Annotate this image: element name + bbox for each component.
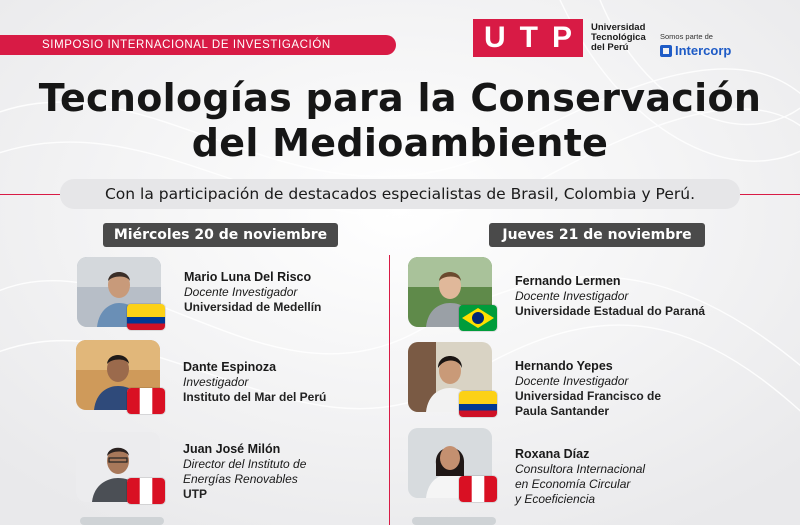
speaker-card xyxy=(183,360,403,405)
speaker-institution: Universidade Estadual do Paraná xyxy=(515,304,706,318)
day-label-right: Jueves 21 de noviembre xyxy=(489,223,705,247)
speaker-photo xyxy=(412,517,496,525)
intercorp-square-icon xyxy=(660,45,672,57)
page-title xyxy=(0,76,800,166)
speaker-name: Juan José Milón xyxy=(183,442,281,456)
title-line-1: Tecnologías para la Conservación xyxy=(38,76,762,120)
logo-letter-t: T xyxy=(519,21,538,54)
speaker-name: Hernando Yepes xyxy=(515,359,613,373)
speaker-role: Consultora Internacional xyxy=(515,462,646,476)
utp-name-line: del Perú xyxy=(591,42,629,53)
utp-name-line: Universidad xyxy=(591,22,646,33)
utp-logo xyxy=(473,19,651,57)
speaker-name: Fernando Lermen xyxy=(515,274,621,288)
speaker-role: Investigador xyxy=(183,375,249,389)
speaker-role: Docente Investigador xyxy=(184,285,298,299)
speaker-card xyxy=(515,359,735,419)
utp-logo-box xyxy=(473,19,583,57)
speaker-card xyxy=(183,442,403,502)
event-ribbon: SIMPOSIO INTERNACIONAL DE INVESTIGACIÓN xyxy=(0,35,396,55)
title-line-2: del Medioambiente xyxy=(191,121,609,165)
colombia-flag-icon xyxy=(459,391,497,417)
peru-flag-icon xyxy=(127,388,165,414)
speaker-photo xyxy=(80,517,164,525)
speaker-name: Dante Espinoza xyxy=(183,360,277,374)
speaker-institution: UTP xyxy=(183,487,207,501)
logo-letter-p: P xyxy=(551,21,572,54)
partner-name: Intercorp xyxy=(675,43,732,58)
speaker-card xyxy=(515,447,735,507)
speaker-role: Docente Investigador xyxy=(515,289,629,303)
speaker-name: Roxana Díaz xyxy=(515,447,590,461)
speaker-role: Docente Investigador xyxy=(515,374,629,388)
peru-flag-icon xyxy=(127,478,165,504)
divider-line-left xyxy=(0,194,60,195)
utp-name-line: Tecnológica xyxy=(591,32,646,43)
speaker-institution: Paula Santander xyxy=(515,404,610,418)
speaker-card xyxy=(515,274,735,319)
colombia-flag-icon xyxy=(127,304,165,330)
speaker-institution: Universidad de Medellín xyxy=(184,300,322,314)
speaker-institution: Universidad Francisco de xyxy=(515,389,662,403)
day-label-left: Miércoles 20 de noviembre xyxy=(103,223,338,247)
peru-flag-icon xyxy=(459,476,497,502)
brazil-flag-icon xyxy=(459,305,497,331)
speaker-card xyxy=(184,270,404,315)
speaker-institution: Instituto del Mar del Perú xyxy=(183,390,327,404)
speaker-role: Director del Instituto de xyxy=(183,457,307,471)
speaker-role: y Ecoeficiencia xyxy=(515,492,596,506)
subtitle: Con la participación de destacados especialistas de Brasil, Colombia y Perú. xyxy=(60,179,740,209)
speaker-name: Mario Luna Del Risco xyxy=(184,270,312,284)
speaker-role: en Economía Circular xyxy=(515,477,631,491)
speaker-role: Energías Renovables xyxy=(183,472,298,486)
divider-line-right xyxy=(740,194,800,195)
partner-prefix: Somos parte de xyxy=(660,32,713,41)
logo-letter-u: U xyxy=(483,21,506,54)
utp-name xyxy=(591,23,651,53)
intercorp-logo xyxy=(660,32,731,58)
